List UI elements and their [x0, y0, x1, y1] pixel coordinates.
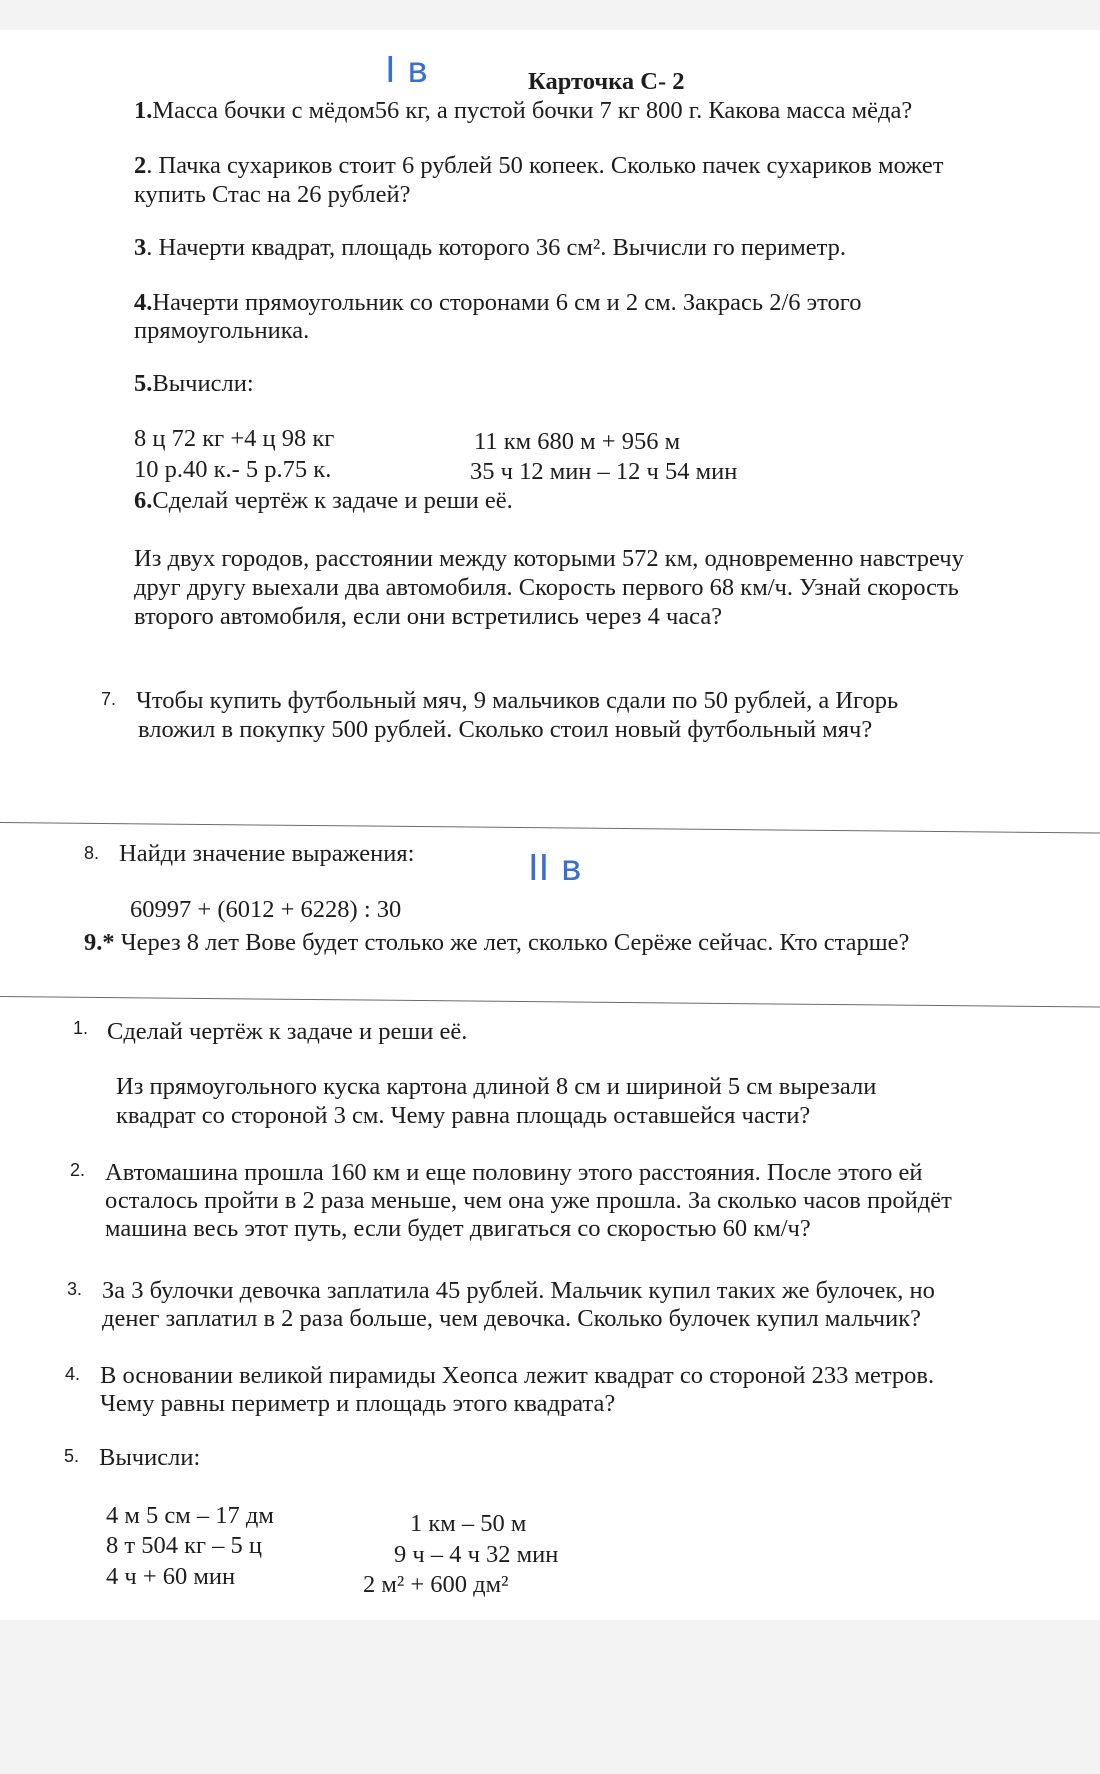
- question-3: [134, 233, 846, 262]
- question-6-line-1: Из двух городов, расстоянии между которыми 572 км, одновременно навстречу: [134, 545, 964, 572]
- expression-right-1: 11 км 680 м + 956 м: [474, 428, 681, 455]
- variant-2-expression-left-1: 4 м 5 см – 17 дм: [106, 1502, 274, 1529]
- variant-2-question-4-number: 4.: [65, 1364, 81, 1384]
- variant-2-question-3-line-2: денег заплатил в 2 раза больше, чем девочка. Сколько булочек купил мальчик?: [102, 1305, 921, 1332]
- expression-left-2: 10 р.40 к.- 5 р.75 к.: [134, 456, 332, 483]
- question-2: [134, 151, 943, 180]
- variant-2-question-3-number: 3.: [67, 1279, 83, 1299]
- question-text: Масса бочки с мёдом56 кг, а пустой бочки 7 кг 800 г. Какова масса мёда?: [152, 97, 913, 124]
- question-text: . Начерти квадрат, площадь которого 36 см². Вычисли го периметр.: [146, 234, 846, 261]
- question-2-line-2: купить Стас на 26 рублей?: [134, 181, 411, 208]
- variant-2-question-1-label: Сделай чертёж к задаче и реши её.: [107, 1018, 468, 1045]
- question-8-number: 8.: [84, 843, 100, 863]
- question-8-label: Найди значение выражения:: [119, 840, 415, 867]
- question-label: Сделай чертёж к задаче и реши её.: [152, 487, 513, 514]
- question-7-line-1: Чтобы купить футбольный мяч, 9 мальчиков сдали по 50 рублей, а Игорь: [136, 687, 899, 714]
- question-number: 1.: [134, 97, 153, 124]
- variant-2-question-2-line-3: машина весь этот путь, если будет двигаться со скоростью 60 км/ч?: [105, 1215, 811, 1242]
- variant-2-question-2-line-2: осталось пройти в 2 раза меньше, чем она уже прошла. За сколько часов пройдёт: [105, 1187, 952, 1214]
- question-label: Вычисли:: [152, 370, 254, 397]
- variant-2-expression-left-2: 8 т 504 кг – 5 ц: [106, 1532, 263, 1559]
- variant-2-expression-right-1: 1 км – 50 м: [410, 1510, 527, 1537]
- variant-2-expression-right-2: 9 ч – 4 ч 32 мин: [394, 1541, 559, 1568]
- handwritten-variant-mark-2: II в: [528, 848, 582, 889]
- question-number: 4.: [134, 289, 153, 316]
- variant-2-expression-right-3: 2 м² + 600 дм²: [363, 1571, 509, 1598]
- question-1: [134, 96, 912, 125]
- question-6-line-3: второго автомобиля, если они встретились через 4 часа?: [134, 603, 723, 630]
- question-7-line-2: вложил в покупку 500 рублей. Сколько стоил новый футбольный мяч?: [138, 716, 873, 743]
- variant-2-question-3-line-1: За 3 булочки девочка заплатила 45 рублей. Мальчик купил таких же булочек, но: [102, 1277, 935, 1304]
- page-title: Карточка С- 2: [528, 68, 685, 95]
- expression-right-2: 35 ч 12 мин – 12 ч 54 мин: [470, 458, 738, 485]
- question-number: 5.: [134, 370, 153, 397]
- expression-left-1: 8 ц 72 кг +4 ц 98 кг: [134, 425, 335, 452]
- question-6: [134, 486, 513, 515]
- question-text: Через 8 лет Вове будет столько же лет, сколько Серёже сейчас. Кто старше?: [114, 929, 910, 956]
- variant-2-question-1-line-2: квадрат со стороной 3 см. Чему равна площадь оставшейся части?: [116, 1102, 811, 1129]
- question-text: . Пачка сухариков стоит 6 рублей 50 копеек. Сколько пачек сухариков может: [146, 152, 944, 179]
- question-8-expression: 60997 + (6012 + 6228) : 30: [130, 896, 402, 923]
- question-number: 6.: [134, 487, 153, 514]
- variant-2-question-1-line-1: Из прямоугольного куска картона длиной 8 см и шириной 5 см вырезали: [116, 1073, 877, 1100]
- question-7-number: 7.: [101, 689, 117, 709]
- variant-2-question-5-label: Вычисли:: [99, 1444, 201, 1471]
- question-number: 3: [134, 234, 147, 261]
- question-number: 9.*: [84, 929, 115, 956]
- variant-2-question-4-line-1: В основании великой пирамиды Хеопса лежит квадрат со стороной 233 метров.: [100, 1362, 935, 1389]
- question-text: Начерти прямоугольник со сторонами 6 см и 2 см. Закрась 2/6 этого: [152, 289, 862, 316]
- variant-2-question-2-line-1: Автомашина прошла 160 км и еще половину этого расстояния. После этого ей: [105, 1159, 923, 1186]
- handwritten-variant-mark-1: I в: [385, 50, 429, 91]
- question-4: [134, 288, 861, 317]
- variant-2-question-1-number: 1.: [73, 1018, 89, 1038]
- question-number: 2: [134, 152, 147, 179]
- question-6-line-2: друг другу выехали два автомобиля. Скорость первого 68 км/ч. Узнай скорость: [134, 574, 959, 601]
- variant-2-expression-left-3: 4 ч + 60 мин: [106, 1563, 236, 1590]
- question-9: [84, 928, 909, 957]
- variant-2-question-2-number: 2.: [70, 1160, 86, 1180]
- question-5: [134, 369, 254, 398]
- variant-2-question-4-line-2: Чему равны периметр и площадь этого квадрата?: [100, 1390, 616, 1417]
- question-4-line-2: прямоугольника.: [134, 317, 310, 344]
- variant-2-question-5-number: 5.: [64, 1446, 80, 1466]
